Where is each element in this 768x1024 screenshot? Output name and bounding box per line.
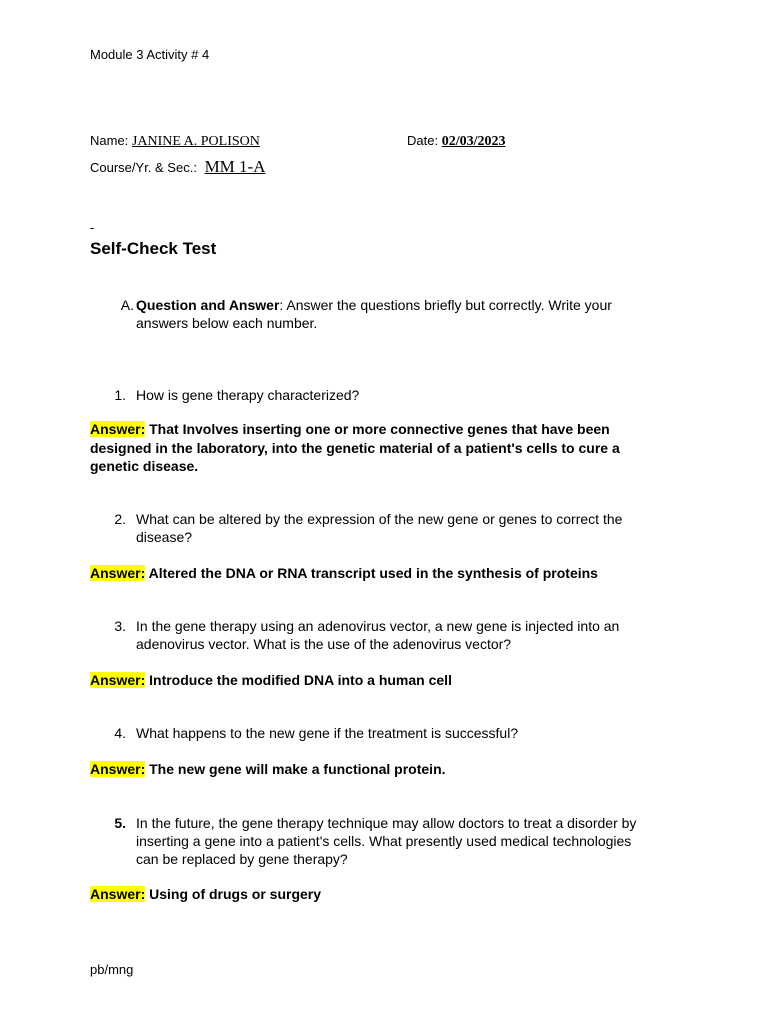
answer-5 [90,885,321,904]
footer-text: pb/mng [90,962,134,977]
question-number: 4. [114,725,126,741]
module-header: Module 3 Activity # 4 [90,47,210,62]
question-line: disease? [136,529,193,545]
course-value: MM 1-A [204,157,266,176]
question-number: 3. [114,618,126,634]
question-line: In the future, the gene therapy technique may allow doctors to treat a disorder by [136,815,637,831]
answer-line: Using of drugs or surgery [145,886,322,902]
answer-label: Answer: [90,565,146,581]
course-row [90,157,265,177]
question-line: How is gene therapy characterized? [136,387,360,403]
date-value: 02/03/2023 [441,134,506,149]
question-line: What can be altered by the expression of the new gene or genes to correct the [136,511,623,527]
question-text [136,814,686,868]
answer-line: designed in the laboratory, into the genetic material of a patient's cells to cure a [90,439,620,456]
answer-label: Answer: [90,761,146,777]
question-number: 2. [114,511,126,527]
answer-line: Introduce the modified DNA into a human cell [145,672,452,688]
answer-line: The new gene will make a functional protein. [145,761,446,777]
question-text [136,386,686,404]
question-line: What happens to the new gene if the treatment is successful? [136,725,519,741]
question-line: In the gene therapy using an adenovirus vector, a new gene is injected into an [136,618,620,634]
answer-label: Answer: [90,886,146,902]
name-row [90,133,260,150]
question-text [136,510,686,546]
section-heading: Question and Answer [136,297,280,313]
section-letter: A. [120,297,134,313]
question-number: 1. [114,387,126,403]
answer-label: Answer: [90,421,146,437]
question-line: can be replaced by gene therapy? [136,851,348,867]
date-row [407,133,505,150]
question-line: inserting a gene into a patient's cells. What presently used medical technologies [136,833,632,849]
course-label: Course/Yr. & Sec.: [90,160,197,175]
dash-mark: - [90,220,95,235]
question-line: adenovirus vector. What is the use of the adenovirus vector? [136,636,512,652]
answer-2 [90,564,598,583]
question-text [136,617,686,653]
answer-4 [90,760,446,779]
instructions-line-1: : Answer the questions briefly but correctly. Write your [279,297,612,313]
answer-label: Answer: [90,672,146,688]
answer-line: Altered the DNA or RNA transcript used in the synthesis of proteins [145,565,598,581]
name-label: Name: [90,133,129,148]
date-label: Date: [407,133,439,148]
answer-line: genetic disease. [90,458,199,474]
answer-3 [90,671,452,690]
page-title: Self-Check Test [90,239,217,258]
question-text [136,724,686,742]
answer-line: That Involves inserting one or more connective genes that have been [145,421,610,437]
name-value: JANINE A. POLISON [131,134,260,149]
instructions-line-2: answers below each number. [136,315,318,331]
question-number: 5. [114,815,126,831]
section-instructions [136,296,686,332]
answer-1 [90,420,620,476]
